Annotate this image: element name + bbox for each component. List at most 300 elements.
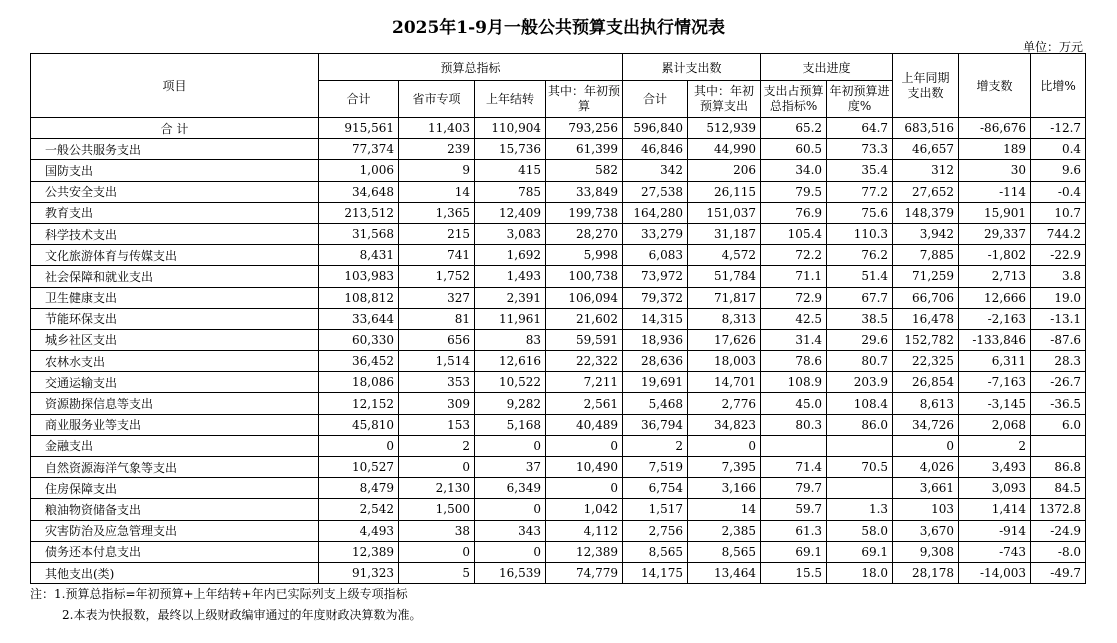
header-spent-total: 合计 xyxy=(623,81,688,118)
cell-spent-annual: 512,939 xyxy=(688,118,761,139)
cell-prov: 239 xyxy=(399,139,475,160)
cell-prev: 28,178 xyxy=(893,562,959,583)
cell-prov: 0 xyxy=(399,541,475,562)
header-budget-group: 预算总指标 xyxy=(319,54,623,81)
cell-carry: 5,168 xyxy=(475,414,546,435)
cell-annual: 21,602 xyxy=(546,308,623,329)
cell-spent: 6,083 xyxy=(623,245,688,266)
cell-budget: 18,086 xyxy=(319,372,399,393)
cell-prov: 38 xyxy=(399,520,475,541)
table-row xyxy=(31,160,1086,181)
cell-pct: 108.9 xyxy=(761,372,827,393)
cell-annual: 5,998 xyxy=(546,245,623,266)
cell-ratio: 1372.8 xyxy=(1031,499,1086,520)
cell-name: 节能环保支出 xyxy=(31,308,319,329)
cell-spent-annual: 26,115 xyxy=(688,181,761,202)
footnotes xyxy=(30,584,421,626)
cell-prov: 1,514 xyxy=(399,351,475,372)
total-row xyxy=(31,118,1086,139)
cell-pct: 76.9 xyxy=(761,202,827,223)
cell-annual: 0 xyxy=(546,435,623,456)
cell-ratio: 19.0 xyxy=(1031,287,1086,308)
cell-inc: 29,337 xyxy=(959,223,1031,244)
cell-annual: 59,591 xyxy=(546,329,623,350)
cell-pct-annual xyxy=(827,478,893,499)
cell-carry: 110,904 xyxy=(475,118,546,139)
cell-prov: 1,500 xyxy=(399,499,475,520)
cell-pct: 15.5 xyxy=(761,562,827,583)
cell-ratio: 86.8 xyxy=(1031,457,1086,478)
cell-spent-annual: 8,313 xyxy=(688,308,761,329)
cell-inc: 189 xyxy=(959,139,1031,160)
table-row xyxy=(31,499,1086,520)
cell-annual: 4,112 xyxy=(546,520,623,541)
cell-carry: 785 xyxy=(475,181,546,202)
cell-spent: 14,175 xyxy=(623,562,688,583)
cell-pct: 71.4 xyxy=(761,457,827,478)
cell-pct-annual: 64.7 xyxy=(827,118,893,139)
header-pct-total: 支出占预算总指标% xyxy=(761,81,827,118)
table-row xyxy=(31,457,1086,478)
cell-inc: -7,163 xyxy=(959,372,1031,393)
cell-spent-annual: 71,817 xyxy=(688,287,761,308)
cell-carry: 0 xyxy=(475,435,546,456)
cell-budget: 108,812 xyxy=(319,287,399,308)
cell-prev: 27,652 xyxy=(893,181,959,202)
cell-name: 科学技术支出 xyxy=(31,223,319,244)
cell-spent-annual: 18,003 xyxy=(688,351,761,372)
cell-prev: 9,308 xyxy=(893,541,959,562)
cell-pct: 105.4 xyxy=(761,223,827,244)
cell-carry: 11,961 xyxy=(475,308,546,329)
cell-prev: 66,706 xyxy=(893,287,959,308)
cell-budget: 12,152 xyxy=(319,393,399,414)
cell-pct: 34.0 xyxy=(761,160,827,181)
cell-prov: 11,403 xyxy=(399,118,475,139)
cell-spent-annual: 3,166 xyxy=(688,478,761,499)
cell-prev: 26,854 xyxy=(893,372,959,393)
cell-inc: 2,068 xyxy=(959,414,1031,435)
cell-name: 城乡社区支出 xyxy=(31,329,319,350)
table-row xyxy=(31,351,1086,372)
cell-inc: 3,093 xyxy=(959,478,1031,499)
cell-prov: 153 xyxy=(399,414,475,435)
cell-pct-annual: 80.7 xyxy=(827,351,893,372)
cell-spent-annual: 2,385 xyxy=(688,520,761,541)
table-row xyxy=(31,435,1086,456)
cell-carry: 12,616 xyxy=(475,351,546,372)
cell-name: 债务还本付息支出 xyxy=(31,541,319,562)
cell-ratio: 28.3 xyxy=(1031,351,1086,372)
header-annual-budget: 其中：年初预算 xyxy=(546,81,623,118)
cell-name: 资源勘探信息等支出 xyxy=(31,393,319,414)
cell-spent: 596,840 xyxy=(623,118,688,139)
table-row xyxy=(31,520,1086,541)
table-row xyxy=(31,393,1086,414)
cell-carry: 415 xyxy=(475,160,546,181)
cell-prev: 8,613 xyxy=(893,393,959,414)
cell-ratio: 6.0 xyxy=(1031,414,1086,435)
cell-name: 灾害防治及应急管理支出 xyxy=(31,520,319,541)
cell-carry: 0 xyxy=(475,499,546,520)
cell-prov: 741 xyxy=(399,245,475,266)
cell-spent: 19,691 xyxy=(623,372,688,393)
cell-prov: 2,130 xyxy=(399,478,475,499)
cell-inc: 2 xyxy=(959,435,1031,456)
cell-budget: 1,006 xyxy=(319,160,399,181)
cell-spent-annual: 34,823 xyxy=(688,414,761,435)
cell-pct: 42.5 xyxy=(761,308,827,329)
cell-prev: 3,661 xyxy=(893,478,959,499)
cell-spent-annual: 13,464 xyxy=(688,562,761,583)
cell-pct-annual: 38.5 xyxy=(827,308,893,329)
table-row xyxy=(31,329,1086,350)
header-pct-annual: 年初预算进度% xyxy=(827,81,893,118)
cell-ratio: -49.7 xyxy=(1031,562,1086,583)
header-ratio: 比增% xyxy=(1031,54,1086,118)
table-row xyxy=(31,414,1086,435)
cell-inc: 1,414 xyxy=(959,499,1031,520)
cell-budget: 60,330 xyxy=(319,329,399,350)
cell-ratio: 3.8 xyxy=(1031,266,1086,287)
cell-inc: -914 xyxy=(959,520,1031,541)
cell-pct: 78.6 xyxy=(761,351,827,372)
cell-ratio: -0.4 xyxy=(1031,181,1086,202)
cell-ratio: -22.9 xyxy=(1031,245,1086,266)
cell-prev: 152,782 xyxy=(893,329,959,350)
cell-name: 一般公共服务支出 xyxy=(31,139,319,160)
cell-pct: 60.5 xyxy=(761,139,827,160)
cell-prov: 1,752 xyxy=(399,266,475,287)
cell-pct-annual: 58.0 xyxy=(827,520,893,541)
cell-prov: 353 xyxy=(399,372,475,393)
cell-budget: 2,542 xyxy=(319,499,399,520)
cell-name: 住房保障支出 xyxy=(31,478,319,499)
cell-budget: 8,431 xyxy=(319,245,399,266)
table-row xyxy=(31,541,1086,562)
cell-prev: 16,478 xyxy=(893,308,959,329)
table-row xyxy=(31,372,1086,393)
cell-name: 国防支出 xyxy=(31,160,319,181)
cell-spent-annual: 44,990 xyxy=(688,139,761,160)
cell-budget: 34,648 xyxy=(319,181,399,202)
cell-ratio: 9.6 xyxy=(1031,160,1086,181)
cell-pct-annual: 69.1 xyxy=(827,541,893,562)
cell-pct: 45.0 xyxy=(761,393,827,414)
cell-spent: 8,565 xyxy=(623,541,688,562)
cell-name: 商业服务业等支出 xyxy=(31,414,319,435)
cell-name: 自然资源海洋气象等支出 xyxy=(31,457,319,478)
table-row xyxy=(31,308,1086,329)
cell-prev: 46,657 xyxy=(893,139,959,160)
cell-pct-annual: 86.0 xyxy=(827,414,893,435)
cell-spent: 342 xyxy=(623,160,688,181)
cell-spent: 28,636 xyxy=(623,351,688,372)
cell-pct-annual: 1.3 xyxy=(827,499,893,520)
cell-carry: 2,391 xyxy=(475,287,546,308)
cell-spent-annual: 8,565 xyxy=(688,541,761,562)
cell-pct: 31.4 xyxy=(761,329,827,350)
cell-spent: 46,846 xyxy=(623,139,688,160)
cell-annual: 74,779 xyxy=(546,562,623,583)
cell-inc: -2,163 xyxy=(959,308,1031,329)
table-row xyxy=(31,139,1086,160)
cell-pct-annual: 203.9 xyxy=(827,372,893,393)
table-row xyxy=(31,478,1086,499)
cell-spent-annual: 151,037 xyxy=(688,202,761,223)
cell-annual: 33,849 xyxy=(546,181,623,202)
cell-pct-annual: 29.6 xyxy=(827,329,893,350)
header-progress-group: 支出进度 xyxy=(761,54,893,81)
cell-annual: 61,399 xyxy=(546,139,623,160)
cell-prov: 656 xyxy=(399,329,475,350)
cell-prov: 309 xyxy=(399,393,475,414)
cell-ratio: -36.5 xyxy=(1031,393,1086,414)
cell-annual: 2,561 xyxy=(546,393,623,414)
cell-ratio xyxy=(1031,435,1086,456)
header-spent-group: 累计支出数 xyxy=(623,54,761,81)
cell-annual: 28,270 xyxy=(546,223,623,244)
cell-carry: 9,282 xyxy=(475,393,546,414)
header-item: 项目 xyxy=(31,54,319,118)
cell-pct: 72.2 xyxy=(761,245,827,266)
cell-pct: 79.5 xyxy=(761,181,827,202)
cell-prev: 71,259 xyxy=(893,266,959,287)
cell-prev: 312 xyxy=(893,160,959,181)
cell-budget: 103,983 xyxy=(319,266,399,287)
cell-pct: 69.1 xyxy=(761,541,827,562)
table-row xyxy=(31,287,1086,308)
cell-name: 公共安全支出 xyxy=(31,181,319,202)
cell-annual: 106,094 xyxy=(546,287,623,308)
cell-inc: -114 xyxy=(959,181,1031,202)
cell-pct-annual: 76.2 xyxy=(827,245,893,266)
cell-inc: -1,802 xyxy=(959,245,1031,266)
cell-inc: 6,311 xyxy=(959,351,1031,372)
cell-prev: 34,726 xyxy=(893,414,959,435)
cell-prev: 3,670 xyxy=(893,520,959,541)
header-carryover: 上年结转 xyxy=(475,81,546,118)
cell-prov: 5 xyxy=(399,562,475,583)
cell-spent-annual: 0 xyxy=(688,435,761,456)
cell-pct-annual: 77.2 xyxy=(827,181,893,202)
cell-pct-annual: 110.3 xyxy=(827,223,893,244)
cell-spent-annual: 17,626 xyxy=(688,329,761,350)
cell-annual: 582 xyxy=(546,160,623,181)
cell-pct: 61.3 xyxy=(761,520,827,541)
cell-carry: 12,409 xyxy=(475,202,546,223)
cell-spent-annual: 206 xyxy=(688,160,761,181)
cell-name: 社会保障和就业支出 xyxy=(31,266,319,287)
cell-name: 合 计 xyxy=(31,118,319,139)
unit-label: 单位：万元 xyxy=(1022,40,1083,54)
cell-spent-annual: 2,776 xyxy=(688,393,761,414)
table-row xyxy=(31,181,1086,202)
cell-spent-annual: 7,395 xyxy=(688,457,761,478)
cell-pct-annual: 51.4 xyxy=(827,266,893,287)
cell-pct: 72.9 xyxy=(761,287,827,308)
cell-prov: 1,365 xyxy=(399,202,475,223)
cell-ratio: -13.1 xyxy=(1031,308,1086,329)
cell-carry: 16,539 xyxy=(475,562,546,583)
table-title: 2025年1-9月一般公共预算支出执行情况表 xyxy=(391,18,726,38)
cell-name: 其他支出(类) xyxy=(31,562,319,583)
cell-spent: 73,972 xyxy=(623,266,688,287)
cell-ratio: -24.9 xyxy=(1031,520,1086,541)
cell-inc: 30 xyxy=(959,160,1031,181)
cell-annual: 1,042 xyxy=(546,499,623,520)
cell-pct: 71.1 xyxy=(761,266,827,287)
cell-prev: 683,516 xyxy=(893,118,959,139)
cell-annual: 7,211 xyxy=(546,372,623,393)
cell-inc: -133,846 xyxy=(959,329,1031,350)
cell-prev: 22,325 xyxy=(893,351,959,372)
cell-inc: -3,145 xyxy=(959,393,1031,414)
cell-prov: 215 xyxy=(399,223,475,244)
table-row xyxy=(31,266,1086,287)
cell-spent-annual: 14 xyxy=(688,499,761,520)
header-budget-total: 合计 xyxy=(319,81,399,118)
cell-budget: 77,374 xyxy=(319,139,399,160)
cell-carry: 0 xyxy=(475,541,546,562)
cell-spent: 1,517 xyxy=(623,499,688,520)
cell-prov: 81 xyxy=(399,308,475,329)
cell-name: 卫生健康支出 xyxy=(31,287,319,308)
cell-prev: 0 xyxy=(893,435,959,456)
cell-ratio: -26.7 xyxy=(1031,372,1086,393)
cell-name: 交通运输支出 xyxy=(31,372,319,393)
cell-ratio: -8.0 xyxy=(1031,541,1086,562)
cell-inc: 3,493 xyxy=(959,457,1031,478)
cell-budget: 36,452 xyxy=(319,351,399,372)
cell-spent-annual: 51,784 xyxy=(688,266,761,287)
cell-spent: 7,519 xyxy=(623,457,688,478)
cell-spent: 14,315 xyxy=(623,308,688,329)
cell-prov: 327 xyxy=(399,287,475,308)
cell-annual: 12,389 xyxy=(546,541,623,562)
header-provincial: 省市专项 xyxy=(399,81,475,118)
cell-carry: 343 xyxy=(475,520,546,541)
cell-budget: 4,493 xyxy=(319,520,399,541)
cell-carry: 6,349 xyxy=(475,478,546,499)
cell-budget: 45,810 xyxy=(319,414,399,435)
cell-spent-annual: 14,701 xyxy=(688,372,761,393)
cell-spent: 5,468 xyxy=(623,393,688,414)
cell-spent: 33,279 xyxy=(623,223,688,244)
cell-carry: 10,522 xyxy=(475,372,546,393)
cell-name: 粮油物资储备支出 xyxy=(31,499,319,520)
cell-prev: 7,885 xyxy=(893,245,959,266)
cell-carry: 37 xyxy=(475,457,546,478)
cell-budget: 915,561 xyxy=(319,118,399,139)
cell-ratio: 744.2 xyxy=(1031,223,1086,244)
cell-name: 文化旅游体育与传媒支出 xyxy=(31,245,319,266)
cell-spent: 2 xyxy=(623,435,688,456)
cell-budget: 10,527 xyxy=(319,457,399,478)
cell-annual: 10,490 xyxy=(546,457,623,478)
cell-carry: 15,736 xyxy=(475,139,546,160)
cell-inc: 12,666 xyxy=(959,287,1031,308)
cell-prov: 14 xyxy=(399,181,475,202)
cell-inc: -86,676 xyxy=(959,118,1031,139)
header-spent-annual: 其中：年初预算支出 xyxy=(688,81,761,118)
cell-spent-annual: 31,187 xyxy=(688,223,761,244)
cell-budget: 8,479 xyxy=(319,478,399,499)
table-row xyxy=(31,562,1086,583)
cell-pct: 65.2 xyxy=(761,118,827,139)
cell-carry: 83 xyxy=(475,329,546,350)
cell-inc: 15,901 xyxy=(959,202,1031,223)
cell-prov: 2 xyxy=(399,435,475,456)
cell-pct-annual: 18.0 xyxy=(827,562,893,583)
cell-prev: 148,379 xyxy=(893,202,959,223)
header-increase: 增支数 xyxy=(959,54,1031,118)
cell-ratio: 10.7 xyxy=(1031,202,1086,223)
cell-ratio: 0.4 xyxy=(1031,139,1086,160)
cell-pct-annual xyxy=(827,435,893,456)
cell-ratio: -12.7 xyxy=(1031,118,1086,139)
cell-spent: 27,538 xyxy=(623,181,688,202)
table-row xyxy=(31,202,1086,223)
cell-spent: 36,794 xyxy=(623,414,688,435)
cell-inc: 2,713 xyxy=(959,266,1031,287)
note-1: 注：1.预算总指标=年初预算+上年结转+年内已实际列支上级专项指标 xyxy=(30,587,408,601)
cell-inc: -743 xyxy=(959,541,1031,562)
cell-pct: 80.3 xyxy=(761,414,827,435)
cell-pct-annual: 73.3 xyxy=(827,139,893,160)
cell-annual: 100,738 xyxy=(546,266,623,287)
cell-spent: 164,280 xyxy=(623,202,688,223)
cell-annual: 793,256 xyxy=(546,118,623,139)
cell-spent: 6,754 xyxy=(623,478,688,499)
cell-name: 教育支出 xyxy=(31,202,319,223)
cell-pct: 59.7 xyxy=(761,499,827,520)
table-row xyxy=(31,223,1086,244)
header-prev-year: 上年同期支出数 xyxy=(893,54,959,118)
cell-spent: 2,756 xyxy=(623,520,688,541)
note-2: 2.本表为快报数，最终以上级财政编审通过的年度财政决算数为准。 xyxy=(62,608,422,622)
cell-annual: 199,738 xyxy=(546,202,623,223)
cell-budget: 33,644 xyxy=(319,308,399,329)
cell-ratio: -87.6 xyxy=(1031,329,1086,350)
cell-spent: 79,372 xyxy=(623,287,688,308)
cell-spent-annual: 4,572 xyxy=(688,245,761,266)
cell-pct-annual: 70.5 xyxy=(827,457,893,478)
cell-pct-annual: 75.6 xyxy=(827,202,893,223)
cell-pct: 79.7 xyxy=(761,478,827,499)
cell-carry: 1,493 xyxy=(475,266,546,287)
cell-spent: 18,936 xyxy=(623,329,688,350)
cell-name: 农林水支出 xyxy=(31,351,319,372)
table-row xyxy=(31,245,1086,266)
cell-budget: 91,323 xyxy=(319,562,399,583)
cell-carry: 3,083 xyxy=(475,223,546,244)
cell-ratio: 84.5 xyxy=(1031,478,1086,499)
cell-annual: 0 xyxy=(546,478,623,499)
table-body xyxy=(31,118,1086,584)
cell-pct-annual: 35.4 xyxy=(827,160,893,181)
cell-prev: 3,942 xyxy=(893,223,959,244)
cell-pct xyxy=(761,435,827,456)
cell-annual: 22,322 xyxy=(546,351,623,372)
cell-budget: 12,389 xyxy=(319,541,399,562)
cell-pct-annual: 67.7 xyxy=(827,287,893,308)
cell-inc: -14,003 xyxy=(959,562,1031,583)
cell-prov: 0 xyxy=(399,457,475,478)
cell-prov: 9 xyxy=(399,160,475,181)
cell-budget: 31,568 xyxy=(319,223,399,244)
cell-prev: 4,026 xyxy=(893,457,959,478)
